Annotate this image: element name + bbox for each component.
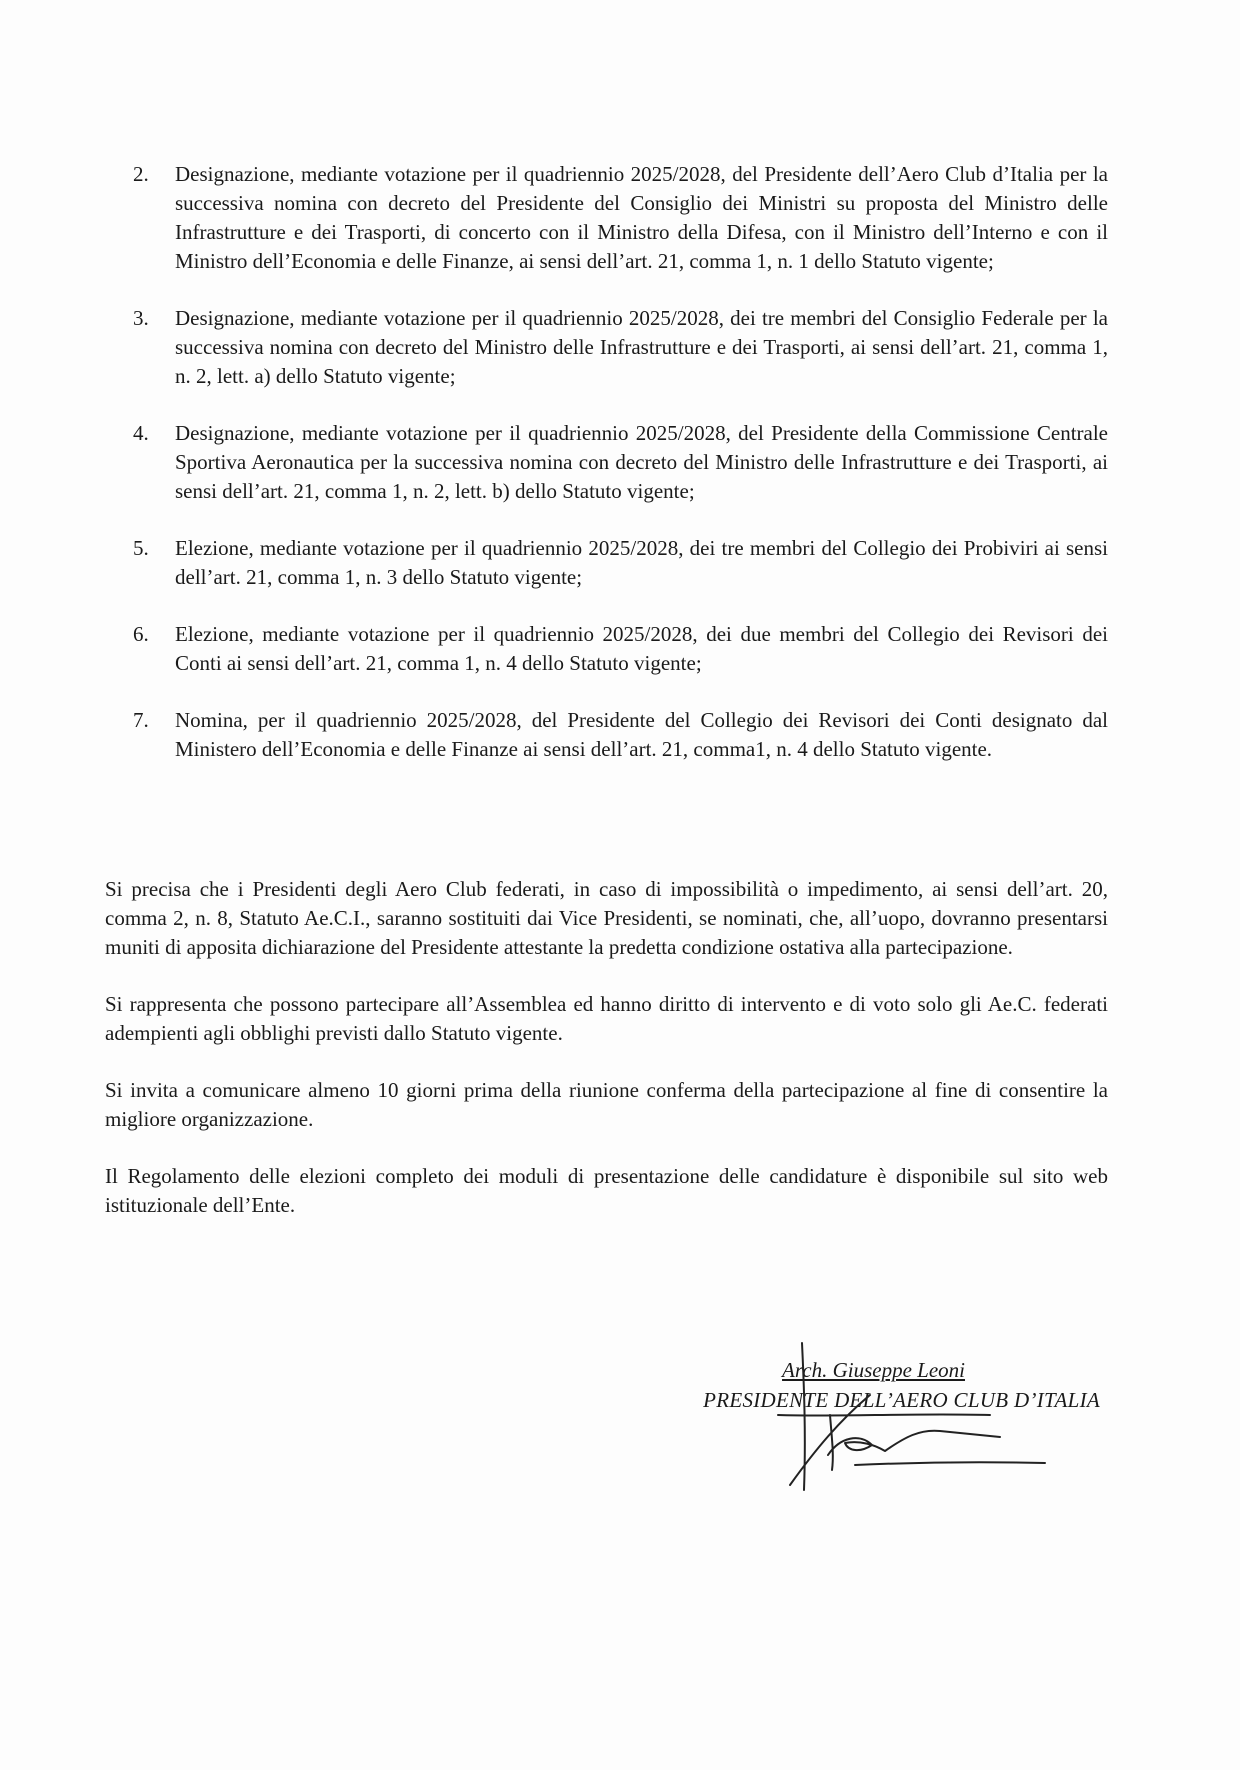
paragraph-regulation: Il Regolamento delle elezioni completo dei moduli di presentazione delle candidature è disponibile sul sito web istituzionale dell’Ente. xyxy=(105,1164,1108,1217)
agenda-item-text: Elezione, mediante votazione per il quadriennio 2025/2028, dei due membri del Collegio dei Revisori dei Conti ai sensi dell’art. 21, comma 1, n. 4 dello Statuto vigente; xyxy=(175,622,1108,675)
agenda-list xyxy=(133,160,1108,792)
agenda-item-text: Nomina, per il quadriennio 2025/2028, del Presidente del Collegio dei Revisori dei Conti designato dal Ministero dell’Economia e delle Finanze ai sensi dell’art. 21, comma1, n. 4 dello Statuto vigente. xyxy=(175,708,1108,761)
agenda-item-text: Designazione, mediante votazione per il quadriennio 2025/2028, del Presidente dell’Aero Club d’Italia per la successiva nomina con decreto del Presidente del Consiglio dei Ministri su proposta del Ministro delle Infrastrutture e dei Trasporti, di concerto con il Ministro della Difesa, con il Ministro dell’Interno e con il Ministro dell’Economia e delle Finanze, ai sensi dell’art. 21, comma 1, n. 1 dello Statuto vigente; xyxy=(175,162,1108,273)
body-paragraphs xyxy=(105,875,1108,1248)
agenda-item-text: Designazione, mediante votazione per il quadriennio 2025/2028, dei tre membri del Consiglio Federale per la successiva nomina con decreto del Ministro delle Infrastrutture e dei Trasporti, ai sensi dell’art. 21, comma 1, n. 2, lett. a) dello Statuto vigente; xyxy=(175,306,1108,388)
agenda-item-text: Elezione, mediante votazione per il quadriennio 2025/2028, dei tre membri del Collegio dei Probiviri ai sensi dell’art. 21, comma 1, n. 3 dello Statuto vigente; xyxy=(175,536,1108,589)
agenda-item xyxy=(133,419,1108,506)
signatory-name: Arch. Giuseppe Leoni xyxy=(782,1358,965,1382)
signatory-title: PRESIDENTE DELL’AERO CLUB D’ITALIA xyxy=(703,1388,1100,1412)
agenda-item-number: 5. xyxy=(133,536,149,560)
signature-stroke xyxy=(830,1415,833,1470)
agenda-item-text: Designazione, mediante votazione per il quadriennio 2025/2028, del Presidente della Commissione Centrale Sportiva Aeronautica per la successiva nomina con decreto del Ministro delle Infrastrutture e dei Trasporti, ai sensi dell’art. 21, comma 1, n. 2, lett. b) dello Statuto vigente; xyxy=(175,421,1108,503)
signature-stroke xyxy=(790,1395,870,1485)
agenda-item xyxy=(133,304,1108,391)
paragraph-confirmation: Si invita a comunicare almeno 10 giorni prima della riunione conferma della partecipazione al fine di consentire la migliore organizzazione. xyxy=(105,1078,1108,1131)
paragraph-participation: Si rappresenta che possono partecipare all’Assemblea ed hanno diritto di intervento e di voto solo gli Ae.C. federati adempienti agli obblighi previsti dallo Statuto vigente. xyxy=(105,992,1108,1045)
agenda-item xyxy=(133,534,1108,592)
signature-stroke xyxy=(828,1431,1000,1455)
handwritten-signature xyxy=(760,1325,1050,1525)
agenda-item-number: 7. xyxy=(133,708,149,732)
agenda-item xyxy=(133,706,1108,764)
agenda-item-number: 6. xyxy=(133,622,149,646)
agenda-item xyxy=(133,160,1108,276)
agenda-item-number: 3. xyxy=(133,306,149,330)
signature-stroke xyxy=(855,1462,1045,1465)
agenda-item-number: 2. xyxy=(133,162,149,186)
agenda-item xyxy=(133,620,1108,678)
signature-stroke xyxy=(778,1414,990,1415)
agenda-item-number: 4. xyxy=(133,421,149,445)
paragraph-substitution: Si precisa che i Presidenti degli Aero Club federati, in caso di impossibilità o impedimento, ai sensi dell’art. 20, comma 2, n. 8, Statuto Ae.C.I., saranno sostituiti dai Vice Presidenti, se nominati, che, all’uopo, dovranno presentarsi muniti di apposita dichiarazione del Presidente attestante la predetta condizione ostativa alla partecipazione. xyxy=(105,877,1108,959)
